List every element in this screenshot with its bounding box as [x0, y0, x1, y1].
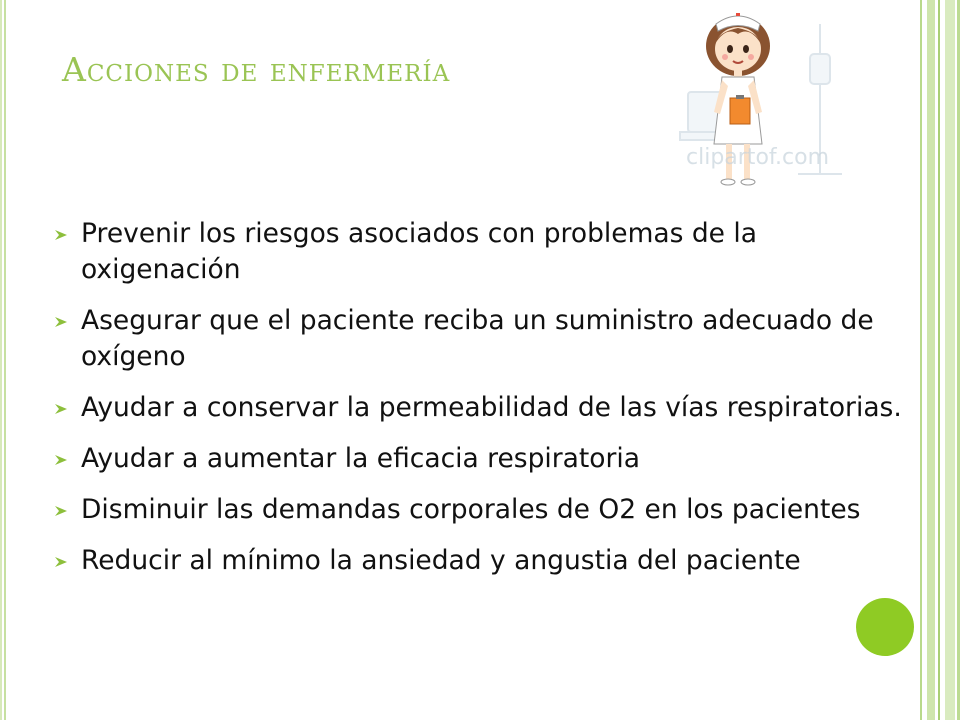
bullet-item	[54, 543, 904, 579]
bullet-text: Ayudar a conservar la permeabilidad de las vías respiratorias.	[81, 392, 902, 423]
slide-title: Acciones de enfermería	[62, 50, 451, 89]
bullet-text: Ayudar a aumentar la eficacia respiratoria	[81, 443, 641, 474]
arrow-bullet-icon	[54, 505, 68, 517]
arrow-bullet-icon	[54, 229, 68, 241]
watermark-text: clipartof.com	[686, 145, 830, 170]
bullet-item	[54, 216, 904, 288]
bullet-item	[54, 390, 904, 426]
right-stripes-decoration	[918, 0, 960, 720]
arrow-bullet-icon	[54, 556, 68, 568]
bullet-text: Prevenir los riesgos asociados con problemas de la oxigenación	[81, 218, 757, 285]
bullet-text: Reducir al mínimo la ansiedad y angustia del paciente	[81, 545, 801, 576]
bullet-text: Asegurar que el paciente reciba un suministro adecuado de oxígeno	[81, 305, 874, 372]
bullet-list	[54, 216, 904, 594]
arrow-bullet-icon	[54, 403, 68, 415]
bullet-text: Disminuir las demandas corporales de O2 en los pacientes	[81, 494, 861, 525]
bullet-item	[54, 441, 904, 477]
left-border	[0, 0, 8, 720]
arrow-bullet-icon	[54, 316, 68, 328]
nurse-illustration	[678, 4, 848, 194]
bullet-item	[54, 492, 904, 528]
bullet-item	[54, 303, 904, 375]
arrow-bullet-icon	[54, 454, 68, 466]
green-circle-decoration	[856, 598, 914, 656]
